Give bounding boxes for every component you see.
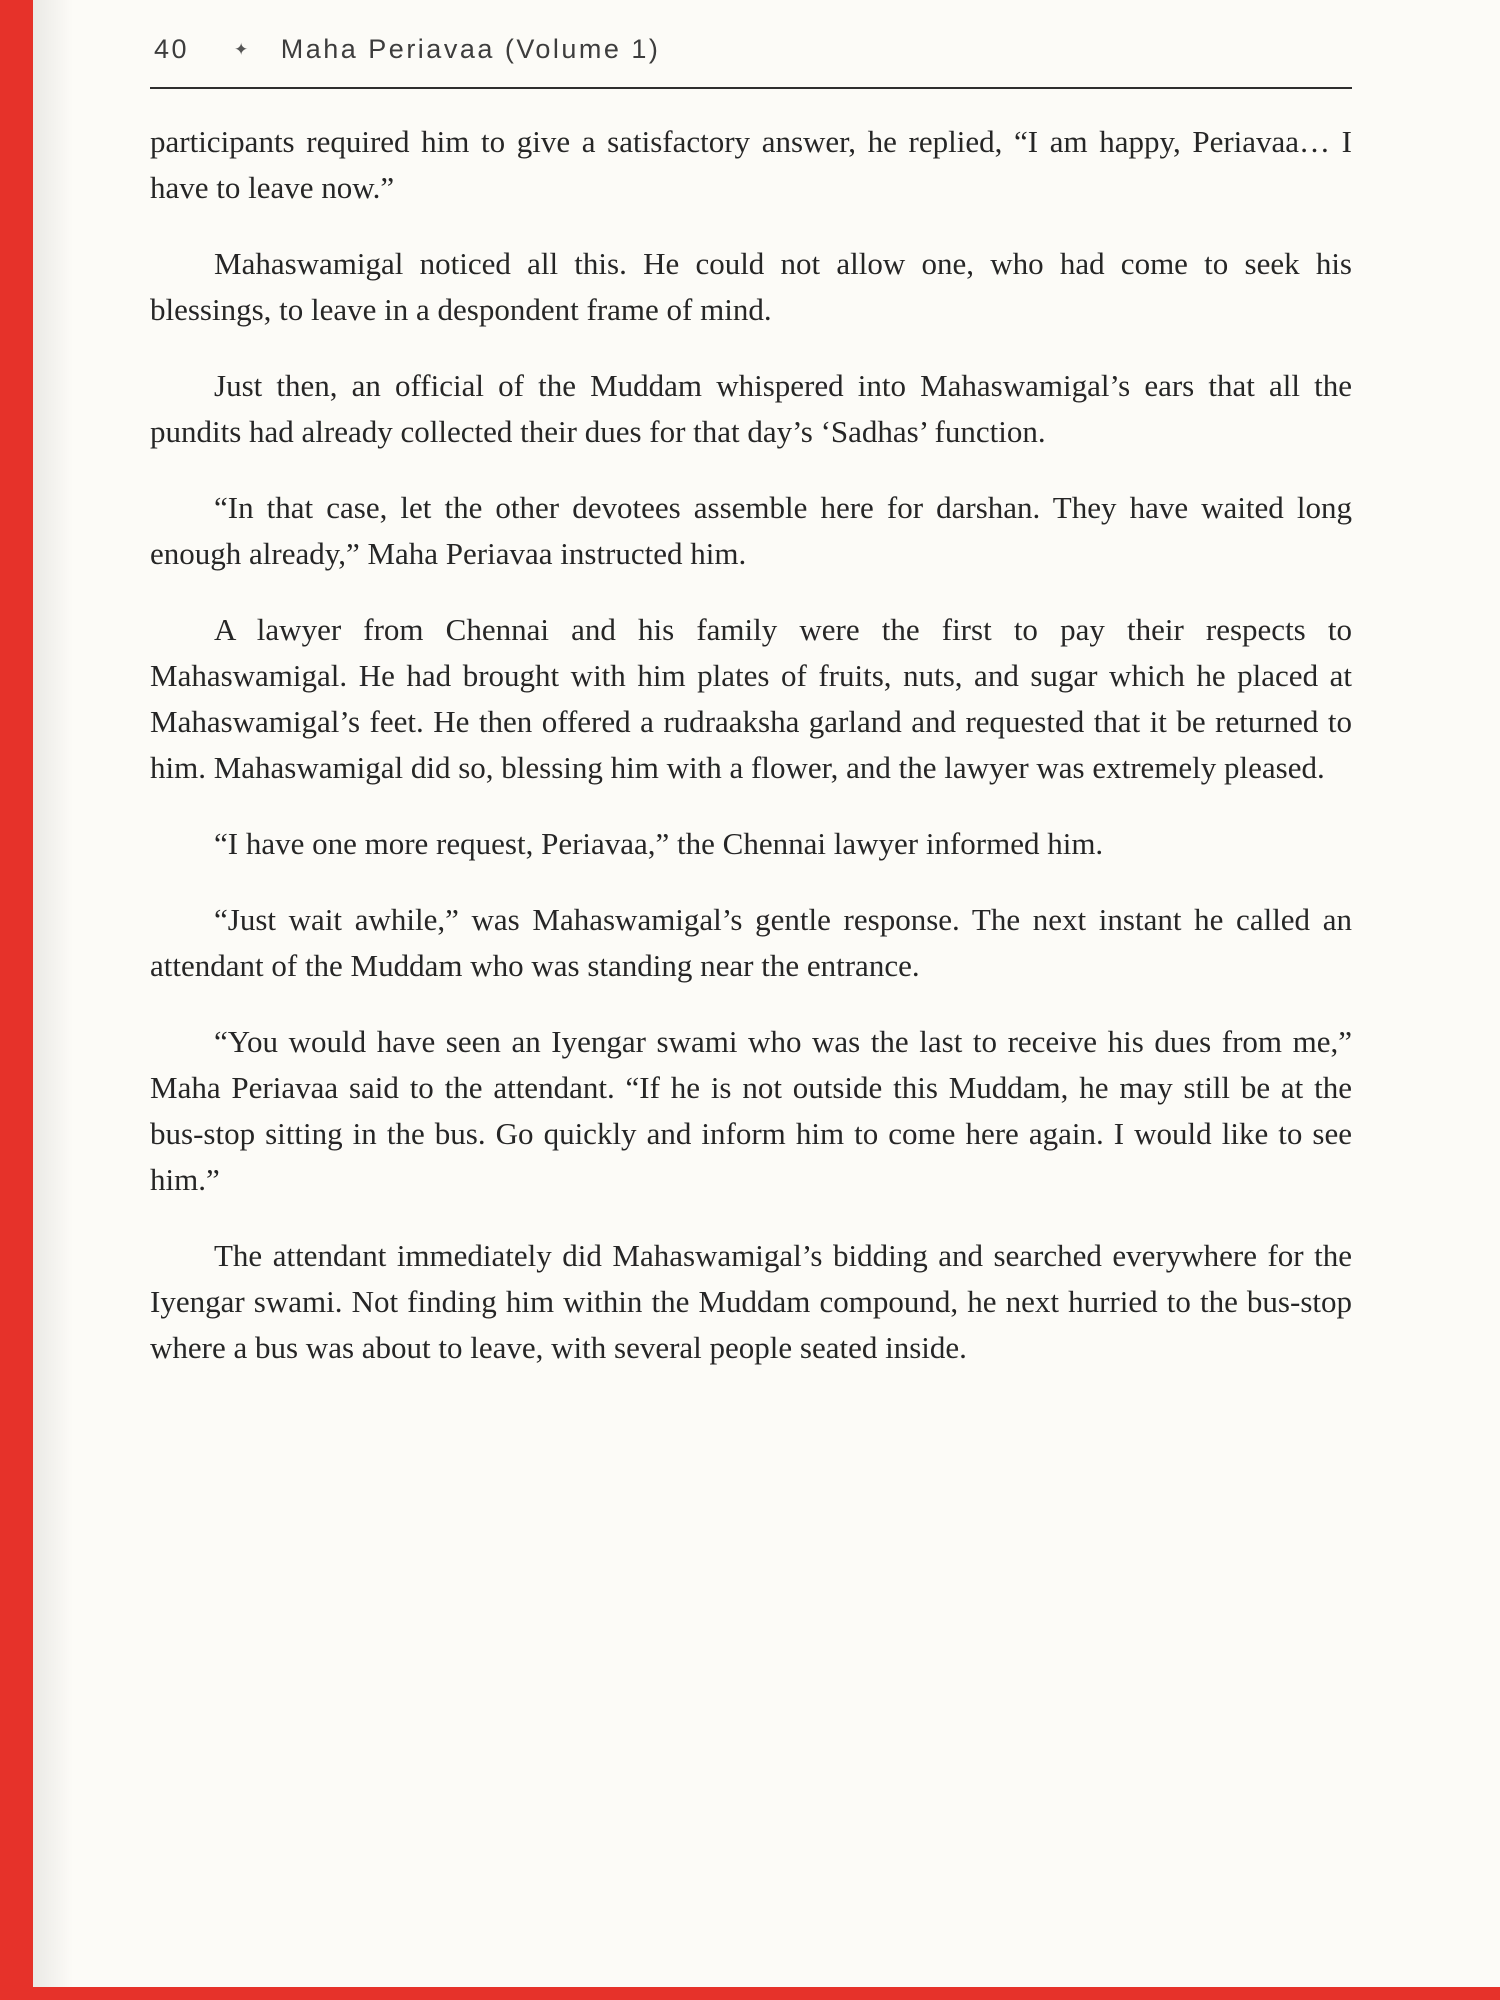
header-divider-rule [150, 87, 1352, 89]
scan-shadow [33, 0, 73, 2000]
body-paragraph: participants required him to give a satisfactory answer, he replied, “I am happy, Periavaa… I have to leave now.” [150, 124, 1352, 205]
body-paragraph: “In that case, let the other devotees assemble here for darshan. They have waited long enough already,” Maha Periavaa instructed him. [150, 490, 1352, 571]
body-paragraph: “You would have seen an Iyengar swami who was the last to receive his dues from me,” Maha Periavaa said to the attendant. “If he is not outside this Muddam, he may still be at the bus-stop sitting in the bus. Go quickly and inform him to come here again. I would like to see him.” [150, 1024, 1352, 1197]
body-paragraph: A lawyer from Chennai and his family were the first to pay their respects to Mahaswamigal. He had brought with him plates of fruits, nuts, and sugar which he placed at Mahaswamigal’s feet. He then offered a rudraaksha garland and requested that it be returned to him. Mahaswamigal did so, blessing him with a flower, and the lawyer was extremely pleased. [150, 612, 1352, 785]
body-paragraph: Just then, an official of the Muddam whispered into Mahaswamigal’s ears that all the pundits had already collected their dues for that day’s ‘Sadhas’ function. [150, 368, 1352, 449]
diamond-separator-icon: ✦ [234, 39, 251, 59]
body-paragraph: The attendant immediately did Mahaswamigal’s bidding and searched everywhere for the Iyengar swami. Not finding him within the Muddam compound, he next hurried to the bus-stop where a bus was about to leave, with several people seated inside. [150, 1238, 1352, 1365]
body-text [150, 119, 1352, 1371]
body-paragraph: “Just wait awhile,” was Mahaswamigal’s gentle response. The next instant he called an attendant of the Muddam who was standing near the entrance. [150, 902, 1352, 983]
page-header [150, 34, 1352, 65]
body-paragraph: Mahaswamigal noticed all this. He could not allow one, who had come to seek his blessings, to leave in a despondent frame of mind. [150, 246, 1352, 327]
book-spine-accent [0, 0, 33, 2000]
body-paragraph: “I have one more request, Periavaa,” the Chennai lawyer informed him. [214, 826, 1104, 861]
page-content [150, 34, 1352, 1401]
bottom-edge-accent [0, 1987, 1500, 2000]
page-number: 40 [154, 34, 190, 64]
book-title: Maha Periavaa (Volume 1) [280, 34, 661, 64]
